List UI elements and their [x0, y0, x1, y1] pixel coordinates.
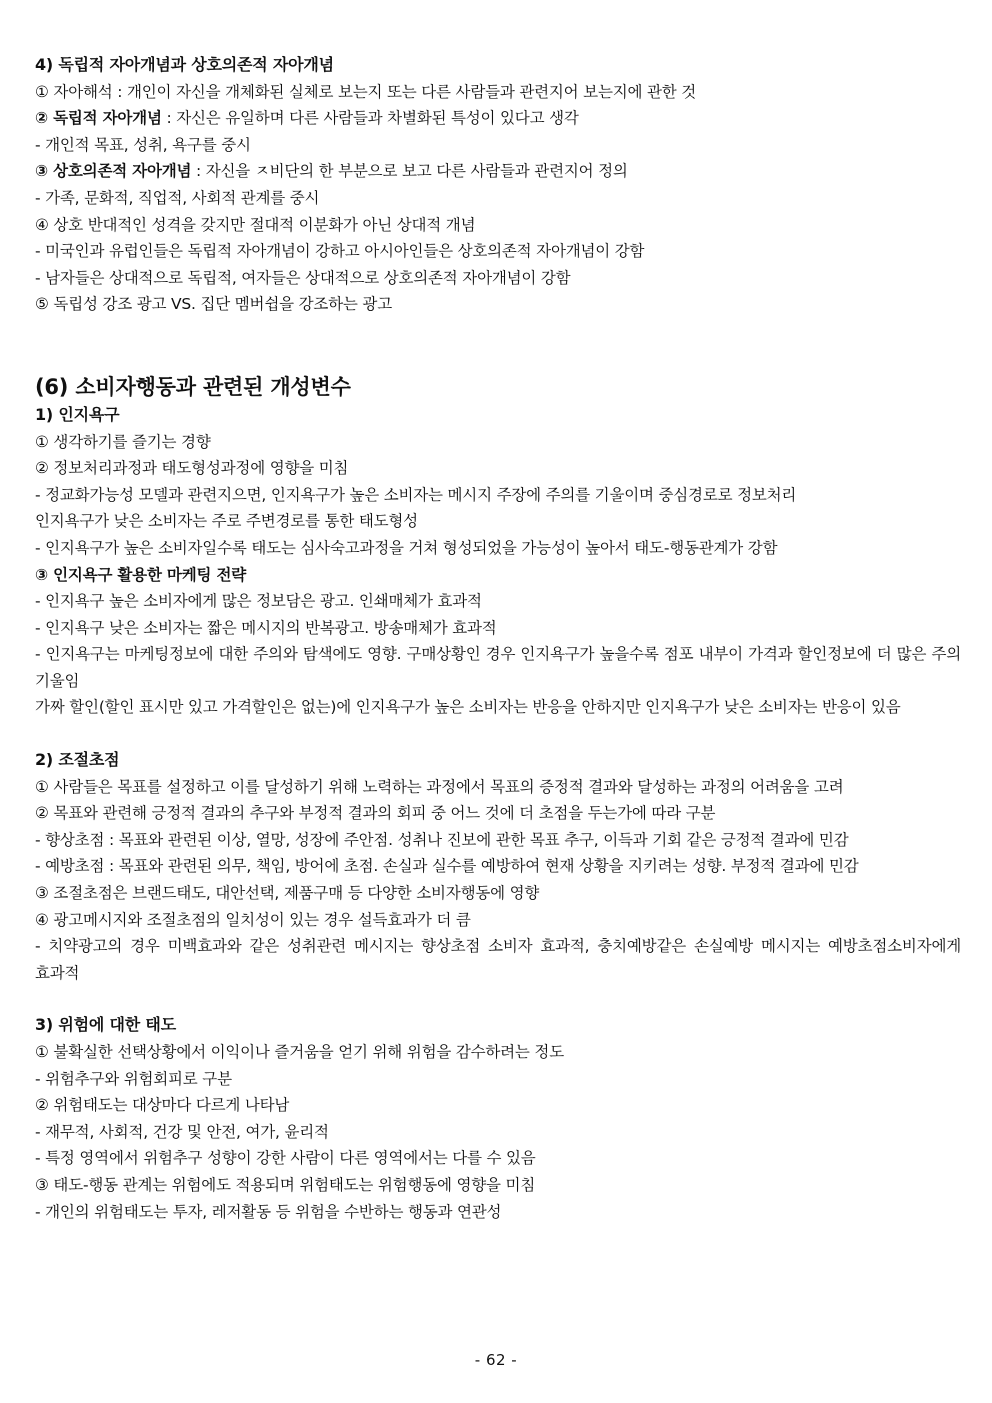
text-line: - 인지욕구 낮은 소비자는 짧은 메시지의 반복광고. 방송매체가 효과적 [35, 618, 497, 637]
term-interdependent: ③ 상호의존적 자아개념 [35, 162, 192, 181]
text-line: ③ 태도-행동 관계는 위험에도 적용되며 위험태도는 위험행동에 영향을 미침 [35, 1175, 536, 1194]
text-paragraph: 가짜 할인(할인 표시만 있고 가격할인은 없는)에 인지욕구가 높은 소비자는 반응을 안하지만 인지욕구가 낮은 소비자는 반응이 있음 [35, 698, 901, 717]
heading-1-need-for-cognition: 1) 인지욕구 [35, 404, 120, 424]
term-independent: ② 독립적 자아개념 [35, 109, 162, 128]
text-line: ⑤ 독립성 강조 광고 VS. 집단 멤버쉽을 강조하는 광고 [35, 295, 392, 314]
text-paragraph: - 인지욕구는 마케팅정보에 대한 주의와 탐색에도 영향. 구매상황인 경우 인지욕구가 높을수록 점포 내부이 가격과 할인정보에 더 많은 주의 기울임 [35, 645, 961, 690]
text-paragraph: - 치약광고의 경우 미백효과와 같은 성취관련 메시지는 향상초점 소비자 효과적, 충치예방같은 손실예방 메시지는 예방초점소비자에게 효과적 [35, 937, 961, 982]
text-line: ③ 조절초점은 브랜드태도, 대안선택, 제품구매 등 다양한 소비자행동에 영향 [35, 884, 540, 903]
text-paragraph: ① 사람들은 목표를 설정하고 이를 달성하기 위해 노력하는 과정에서 목표의 증정적 결과와 달성하는 과정의 어려움을 고려 [35, 777, 844, 796]
text-line: ④ 상호 반대적인 성격을 갖지만 절대적 이분화가 아닌 상대적 개념 [35, 215, 476, 234]
text-paragraph: - 예방초점 : 목표와 관련된 의무, 책임, 방어에 초점. 손실과 실수를 예방하여 현재 상황을 지키려는 성향. 부정적 결과에 민감 [35, 857, 859, 876]
subheading-marketing-strategy: ③ 인지욕구 활용한 마케팅 전략 [35, 565, 246, 584]
text-paragraph: - 향상초점 : 목표와 관련된 이상, 열망, 성장에 주안점. 성취나 진보에 관한 목표 추구, 이득과 기회 같은 긍정적 결과에 민감 [35, 830, 849, 849]
text-line: - 특정 영역에서 위험추구 성향이 강한 사람이 다른 영역에서는 다를 수 있음 [35, 1149, 536, 1168]
text-line: ④ 광고메시지와 조절초점의 일치성이 있는 경우 설득효과가 더 큼 [35, 910, 471, 929]
document-page [35, 52, 961, 1225]
text-line: - 재무적, 사회적, 건강 및 안전, 여가, 윤리적 [35, 1122, 329, 1141]
text-line: ② 목표와 관련해 긍정적 결과의 추구와 부정적 결과의 회피 중 어느 것에 더 초점을 두는가에 따라 구분 [35, 804, 716, 823]
spacer [35, 986, 961, 1012]
text-line: ② 독립적 자아개념 : 자신은 유일하며 다른 사람들과 차별화된 특성이 있다고 생각 [35, 109, 579, 128]
heading-3-risk-attitude: 3) 위험에 대한 태도 [35, 1015, 176, 1035]
text-line: ① 생각하기를 즐기는 경향 [35, 432, 211, 451]
text-line: - 위험추구와 위험회피로 구분 [35, 1069, 232, 1088]
text-line: - 개인의 위험태도는 투자, 레저활동 등 위험을 수반하는 행동과 연관성 [35, 1202, 502, 1221]
spacer [35, 318, 961, 368]
text-line: - 인지욕구 높은 소비자에게 많은 정보담은 광고. 인쇄매체가 효과적 [35, 592, 482, 611]
text-line: - 남자들은 상대적으로 독립적, 여자들은 상대적으로 상호의존적 자아개념이 강함 [35, 268, 571, 287]
text-line: ② 정보처리과정과 태도형성과정에 영향을 미침 [35, 459, 349, 478]
text-line: - 정교화가능성 모델과 관련지으면, 인지욕구가 높은 소비자는 메시지 주장에 주의를 기울이며 중심경로로 정보처리 [35, 485, 797, 504]
text-line: - 개인적 목표, 성취, 욕구를 중시 [35, 135, 251, 154]
text-line: 인지욕구가 낮은 소비자는 주로 주변경로를 통한 태도형성 [35, 512, 418, 531]
heading-2-regulatory-focus: 2) 조절초점 [35, 750, 120, 770]
text-line: ② 위험태도는 대상마다 다르게 나타남 [35, 1096, 290, 1115]
text-line: ① 자아해석 : 개인이 자신을 개체화된 실체로 보는지 또는 다른 사람들과 관련지어 보는지에 관한 것 [35, 82, 697, 101]
spacer [35, 721, 961, 747]
text-line: - 인지욕구가 높은 소비자일수록 태도는 심사숙고과정을 거쳐 형성되었을 가능성이 높아서 태도-행동관계가 강함 [35, 538, 778, 557]
text-line: ③ 상호의존적 자아개념 : 자신을 ㅈ비단의 한 부분으로 보고 다른 사람들과 관련지어 정의 [35, 162, 628, 181]
heading-4-self-concept: 4) 독립적 자아개념과 상호의존적 자아개념 [35, 55, 334, 74]
page-number: - 62 - [474, 1351, 518, 1369]
text-line: ① 불확실한 선택상황에서 이익이나 즐거움을 얻기 위해 위험을 감수하려는 정도 [35, 1043, 564, 1061]
text-line: - 미국인과 유럽인들은 독립적 자아개념이 강하고 아시아인들은 상호의존적 자아개념이 강함 [35, 242, 645, 261]
text-line: - 가족, 문화적, 직업적, 사회적 관계를 중시 [35, 188, 320, 207]
section-title-6: (6) 소비자행동과 관련된 개성변수 [35, 374, 351, 399]
